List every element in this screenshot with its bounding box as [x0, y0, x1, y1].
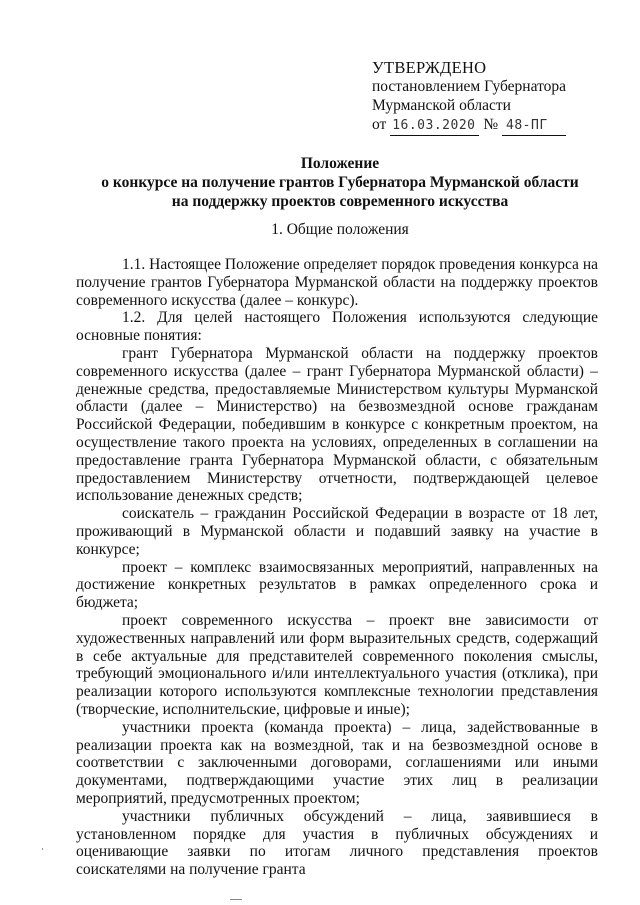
- paragraph-1-1: 1.1. Настоящее Положение определяет порядок проведения конкурса на получение грантов Губернатора Мурманской области на поддержку проектов современного искусства (далее – конкурс).: [76, 256, 598, 309]
- scan-speck: [230, 899, 242, 900]
- definition-contemporary-art-project: проект современного искусства – проект вне зависимости от художественных направлений или форм выразительных средств, содержащий в себе актуальные для представителей современного поколения смыслы, требующий эмоционального и/или интеллектуального участия (отклика), при реализации которого используются комплексные технологии представления (творческие, исполнительские, цифровые и иные);: [76, 611, 598, 718]
- title-line-3: на поддержку проектов современного искусства: [171, 193, 509, 210]
- date-prefix: от: [372, 116, 387, 133]
- paragraph-1-2: 1.2. Для целей настоящего Положения используются следующие основные понятия:: [76, 309, 598, 345]
- document-title: [60, 154, 620, 211]
- section-heading: 1. Общие положения: [271, 221, 409, 238]
- document-body: [76, 256, 598, 879]
- approval-stamp: УТВЕРЖДЕНО: [372, 58, 487, 77]
- approval-number: 48-ПГ: [506, 118, 548, 133]
- approval-line-1: постановлением Губернатора: [372, 78, 567, 95]
- title-line-2: о конкурсе на получение грантов Губернатора Мурманской области: [101, 174, 579, 191]
- definition-applicant: соискатель – гражданин Российской Федерации в возрасте от 18 лет, проживающий в Мурманской области и подавший заявку на участие в конкурсе;: [76, 505, 598, 558]
- scan-speck: [42, 848, 43, 850]
- title-line-1: Положение: [300, 155, 380, 172]
- approval-date: 16.03.2020: [392, 118, 476, 133]
- number-prefix: №: [483, 116, 499, 133]
- definition-project: проект – комплекс взаимосвязанных мероприятий, направленных на достижение конкретных результатов в рамках определенного срока и бюджета;: [76, 558, 598, 612]
- approval-block: [372, 58, 566, 136]
- definition-grant: грант Губернатора Мурманской области на поддержку проектов современного искусства (далее – грант Губернатора Мурманской области) – денежные средства, предоставляемые Министерством культуры Мурманской области (далее – Министерство) на безвозмездной основе гражданам Российской Федерации, победившим в конкурсе с конкретным проектом, на осуществление такого проекта на условиях, определенных в соглашении на предоставление гранта Губернатора Мурманской области, с обязательным предоставлением Министерству отчетности, подтверждающей целевое использование денежных средств;: [76, 344, 598, 505]
- definition-project-participants: участники проекта (команда проекта) – лица, задействованные в реализации проекта как на возмездной, так и на безвозмездной основе в соответствии с заключенными договорами, соглашениями или иными документами, подтверждающими участие этих лиц в реализации мероприятий, предусмотренных проектом;: [76, 718, 598, 807]
- definition-public-discussion-participants: участники публичных обсуждений – лица, заявившиеся в установленном порядке для участия в публичных обсуждениях и оценивающие заявки по итогам личного представления проектов соискателями на получение гранта: [76, 807, 598, 879]
- approval-date-line: [372, 115, 566, 136]
- approval-line-2: Мурманской области: [372, 97, 511, 114]
